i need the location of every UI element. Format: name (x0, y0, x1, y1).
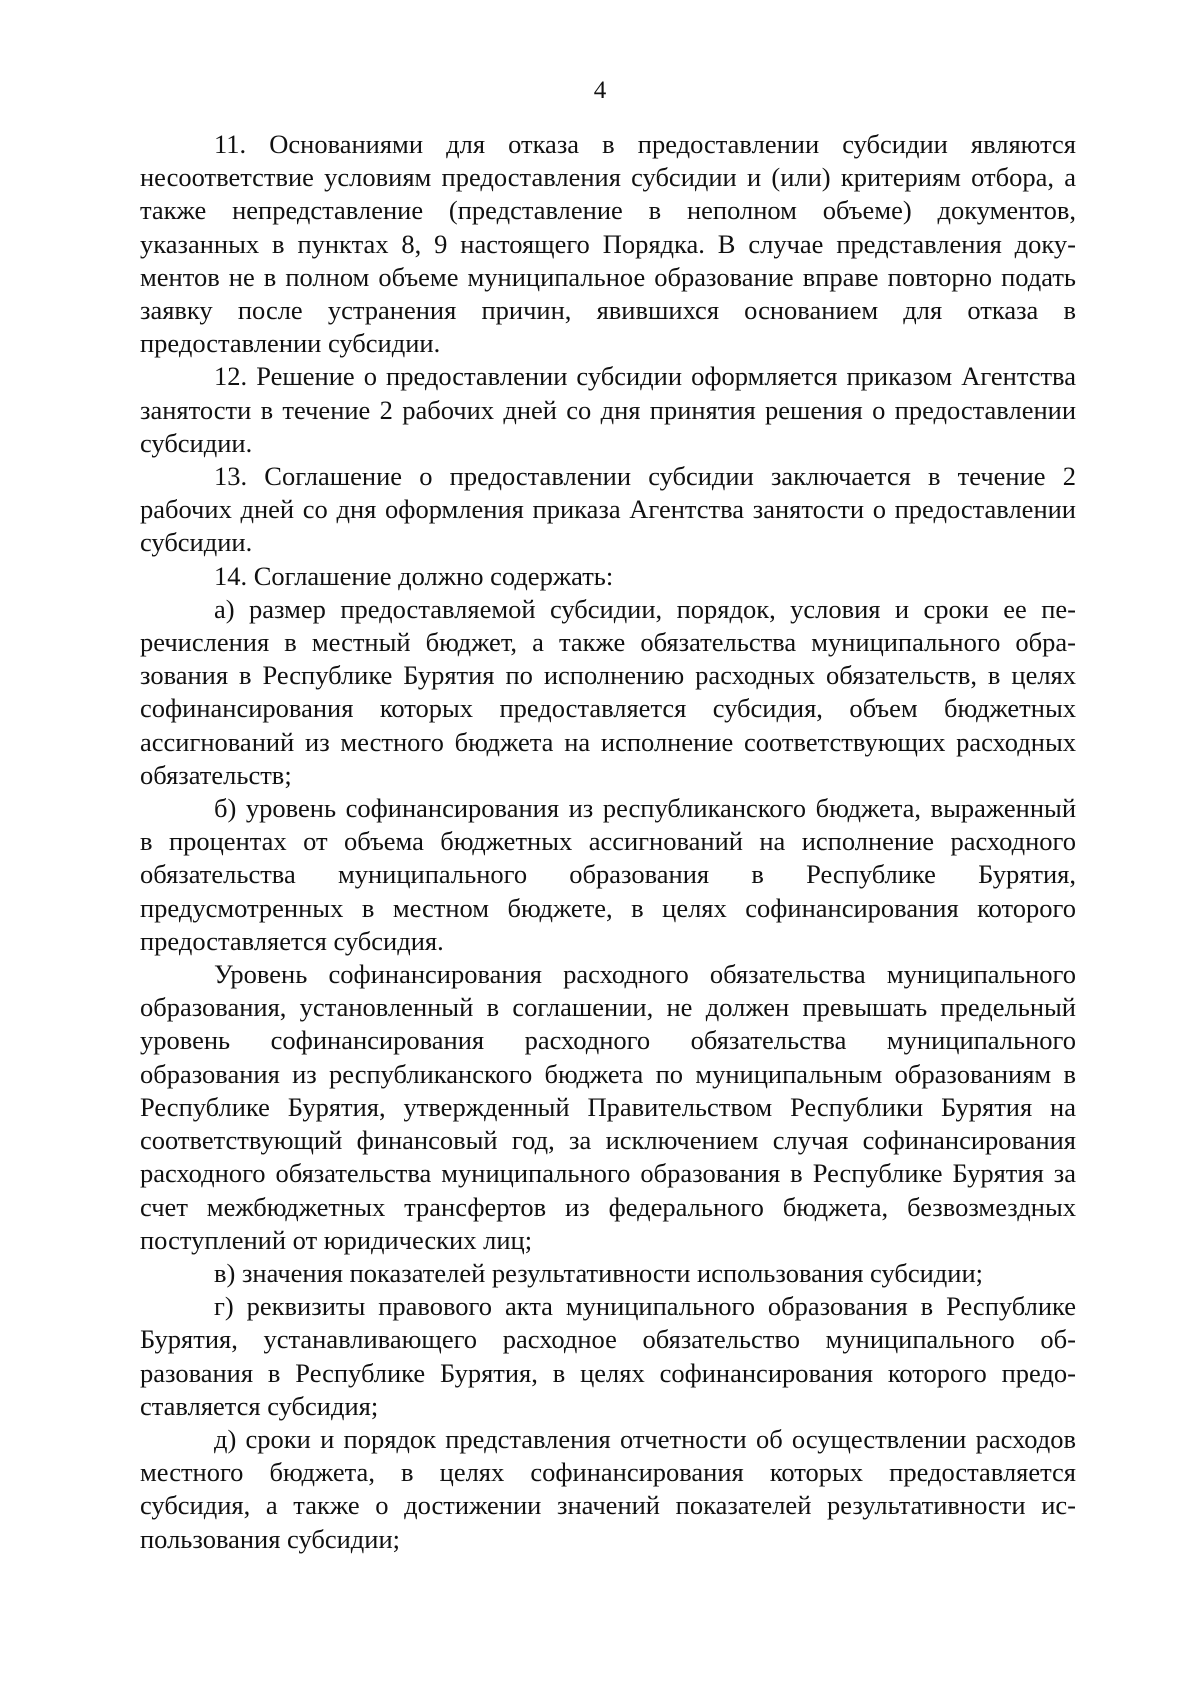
paragraph-14: 14. Соглашение должно содержать: (214, 560, 614, 591)
item-d: д) сроки и порядок представления отчетности об осуществлении расходов местного бюджета, в целях софинансирования которых предоставляется субсидия, а также о достижении значений показателей результативности использования субсидии; (140, 1423, 1076, 1554)
item-g: г) реквизиты правового акта муниципального образования в Республике Бурятия, устанавливающего расходное обязательство муниципального образования в Республике Бурятия, в целях софинансирования которого предоставляется субсидия; (140, 1291, 1076, 1421)
document-body (140, 128, 1076, 1556)
paragraph-12: 12. Решение о предоставлении субсидии оформляется приказом Агентства занятости в течение 2 рабочих дней со дня принятия решения о предоставлении субсидии. (140, 361, 1076, 458)
item-b: б) уровень софинансирования из республиканского бюджета, выраженный в процентах от объема бюджетных ассигнований на исполнение расходного обязательства муниципального образования в Республике Бурятия, предусмотренных в местном бюджете, в целях софинансирования которого предоставляется субсидия. (140, 793, 1076, 956)
paragraph-13: 13. Соглашение о предоставлении субсидии заключается в течение 2 рабочих дней со дня оформления приказа Агентства занятости о предоставлении субсидии. (140, 461, 1076, 558)
cofinancing-level-paragraph: Уровень софинансирования расходного обязательства муниципального образования, установленный в соглашении, не должен превышать предельный уровень софинансирования расходного обязательства муниципального образования из республиканского бюджета по муниципальным образованиям в Республике Бурятия, утвержденный Правительством Республики Бурятия на соответствующий финансовый год, за исключением случая софинансирования расходного обязательства муниципального образования в Республике Бурятия за счет межбюджетных трансфертов из федерального бюджета, безвозмездных поступлений от юридических лиц; (140, 959, 1076, 1255)
item-v: в) значения показателей результативности использования субсидии; (214, 1257, 984, 1288)
page-number: 4 (593, 77, 607, 104)
item-a: а) размер предоставляемой субсидии, порядок, условия и сроки ее перечисления в местный бюджет, а также обязательства муниципального образования в Республике Бурятия по исполнению расходных обязательств, в целях софинансирования которых предоставляется субсидия, объем бюджетных ассигнований из местного бюджета на исполнение соответствующих расходных обязательств; (140, 593, 1076, 790)
paragraph-11: 11. Основаниями для отказа в предоставлении субсидии являются несоответствие условиям предоставления субсидии и (или) критериям отбора, а также непредставление (представление в неполном объеме) документов, указанных в пунктах 8, 9 настоящего Порядка. В случае представления документов не в полном объеме муниципальное образование вправе повторно подать заявку после устранения причин, явившихся основанием для отказа в предоставлении субсидии. (140, 129, 1076, 359)
